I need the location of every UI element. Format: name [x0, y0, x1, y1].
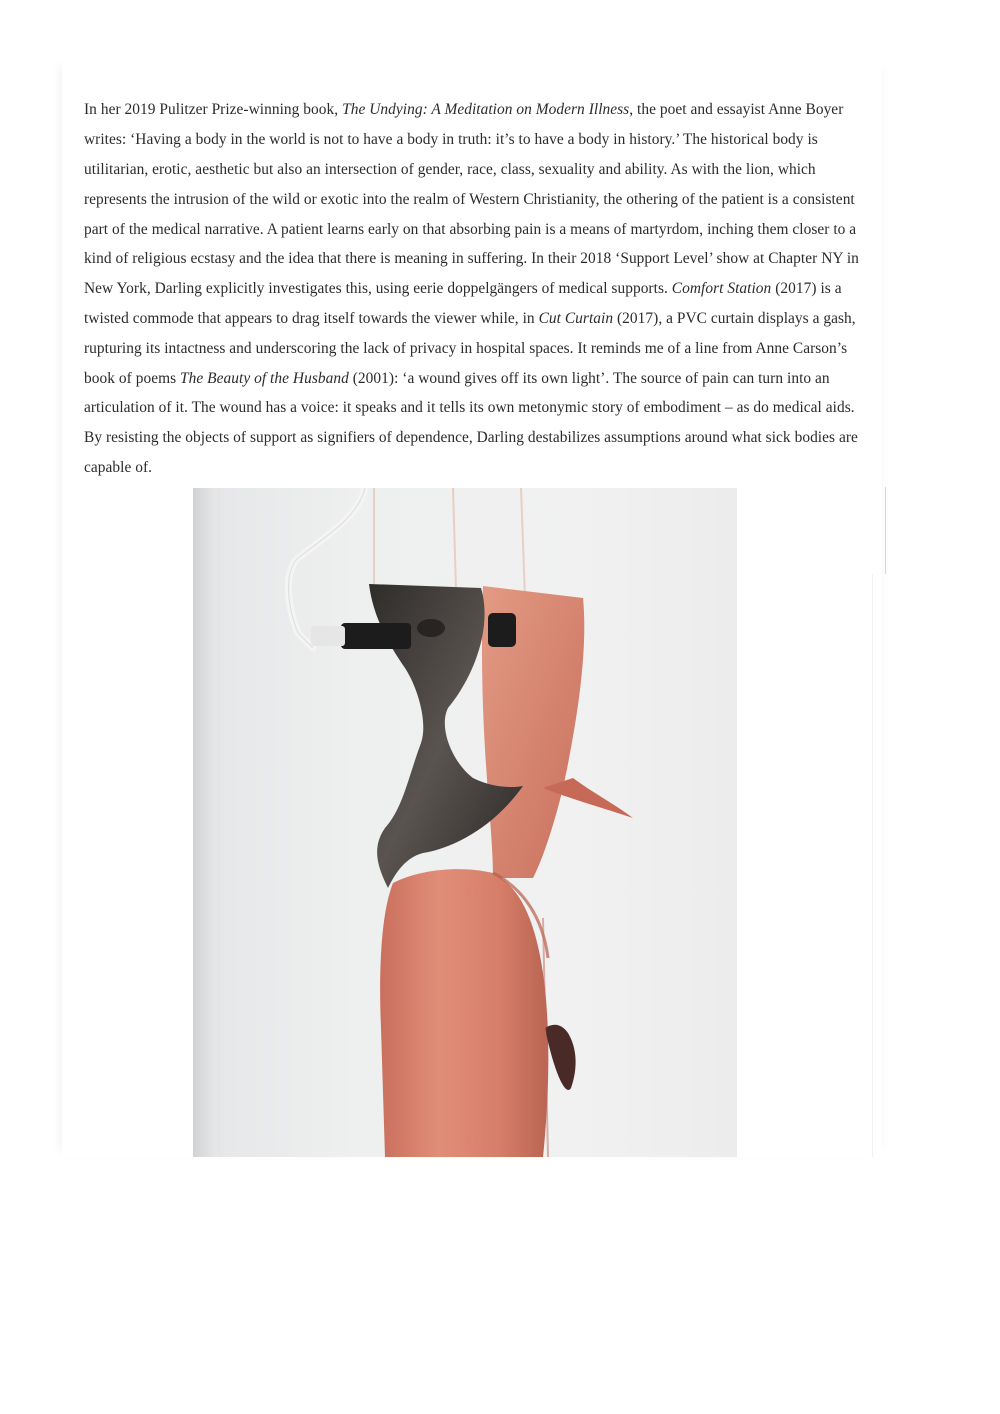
wall-corner-shadow — [193, 488, 217, 1157]
text-segment: , the poet and essayist Anne Boyer writes: ‘Having a body in the world is not to have a body in truth: it’s to have a body in history.’ The historical body is utilitarian, erotic, aesthetic but also an intersection of gender, race, class, sexuality and ability. As with the lion, which represents the intrusion of the wild or exotic into the realm of Western Christianity, the othering of the patient is a consistent part of the medical narrative. A patient learns early on that absorbing pain is a means of martyrdom, inching them closer to a kind of religious ecstasy and the idea that there is meaning in suffering. In their 2018 ‘Support Level’ show at Chapter NY in New York, Darling explicitly investigates this, using eerie doppelgängers of medical supports. — [84, 101, 859, 298]
text-segment: In her 2019 Pulitzer Prize-winning book, — [84, 101, 343, 119]
article-paragraph — [84, 95, 868, 482]
microphone — [341, 623, 411, 649]
sculpture-photograph — [193, 488, 737, 1157]
book-title-beauty-of-the-husband: The Beauty of the Husband — [180, 369, 349, 387]
sculpture-illustration — [193, 488, 737, 1157]
text-segment: (2017) is a twisted commode that appears to drag itself towards the viewer while, in — [84, 280, 842, 327]
microphone-connector — [311, 626, 345, 646]
dark-opening — [545, 1025, 576, 1090]
text-segment: (2017), a PVC curtain displays a gash, rupturing its intactness and underscoring the lack of privacy in hospital spaces. It reminds me of a line from Anne Carson’s book of poems — [84, 309, 856, 387]
book-title-undying: The Undying: A Meditation on Modern Illness — [342, 101, 630, 119]
work-title-cut-curtain: Cut Curtain — [538, 309, 614, 327]
page-edge-divider — [885, 487, 886, 574]
pink-ceramic-body — [380, 869, 548, 1157]
ceramic-hole — [417, 619, 445, 637]
page-edge-divider — [872, 574, 873, 1157]
microphone-head — [488, 613, 516, 647]
text-segment: (2001): ‘a wound gives off its own light’. The source of pain can turn into an articulation of it. The wound has a voice: it speaks and it tells its own metonymic story of embodiment – as do medical aids. By resisting the objects of support as signifiers of dependence, Darling destabilizes assumptions around what sick bodies are capable of. — [84, 369, 858, 476]
work-title-comfort-station: Comfort Station — [671, 280, 772, 298]
hanging-cord — [521, 488, 525, 598]
